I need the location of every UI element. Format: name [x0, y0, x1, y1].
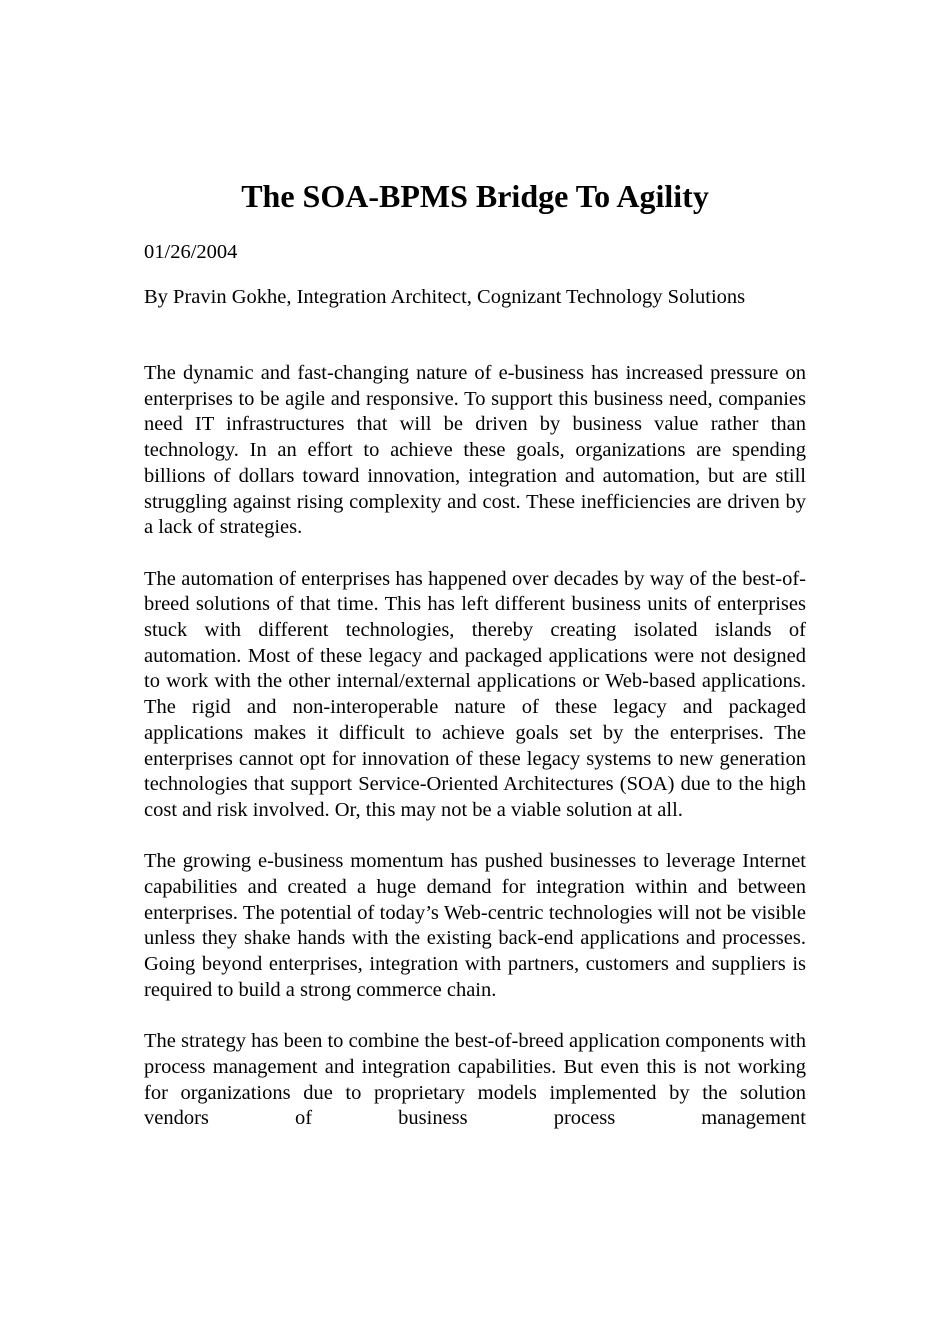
paragraph-2: The automation of enterprises has happened over decades by way of the best-of-breed solutions of that time. This has left different business units of enterprises stuck with different technologies, thereby creating isolated islands of automation. Most of these legacy and packaged applications were not designed to work with the other internal/external applications or Web-based applications. The rigid and non-interoperable nature of these legacy and packaged applications makes it difficult to achieve goals set by the enterprises. The enterprises cannot opt for innovation of these legacy systems to new generation technologies that support Service-Oriented Architectures (SOA) due to the high cost and risk involved. Or, this may not be a viable solution at all.	[144, 567, 806, 821]
article-body	[144, 361, 806, 1132]
paragraph-4: The strategy has been to combine the best-of-breed application components with process management and integration capabilities. But even this is not working for organizations due to proprietary models implemented by the solution vendors of business process management	[144, 1030, 806, 1130]
author-byline: By Pravin Gokhe, Integration Architect, Cognizant Technology Solutions	[144, 286, 746, 308]
publication-date: 01/26/2004	[144, 241, 238, 263]
paragraph-3: The growing e-business momentum has pushed businesses to leverage Internet capabilities and created a huge demand for integration within and between enterprises. The potential of today’s Web-centric technologies will not be visible unless they shake hands with the existing back-end applications and processes. Going beyond enterprises, integration with partners, customers and suppliers is required to build a strong commerce chain.	[144, 850, 806, 1001]
paragraph-1: The dynamic and fast-changing nature of e-business has increased pressure on enterprises to be agile and responsive. To support this business need, companies need IT infrastructures that will be driven by business value rather than technology. In an effort to achieve these goals, organizations are spending billions of dollars toward innovation, integration and automation, but are still struggling against rising complexity and cost. These inefficiencies are driven by a lack of strategies.	[144, 362, 806, 539]
document-title: The SOA-BPMS Bridge To Agility	[241, 178, 709, 214]
